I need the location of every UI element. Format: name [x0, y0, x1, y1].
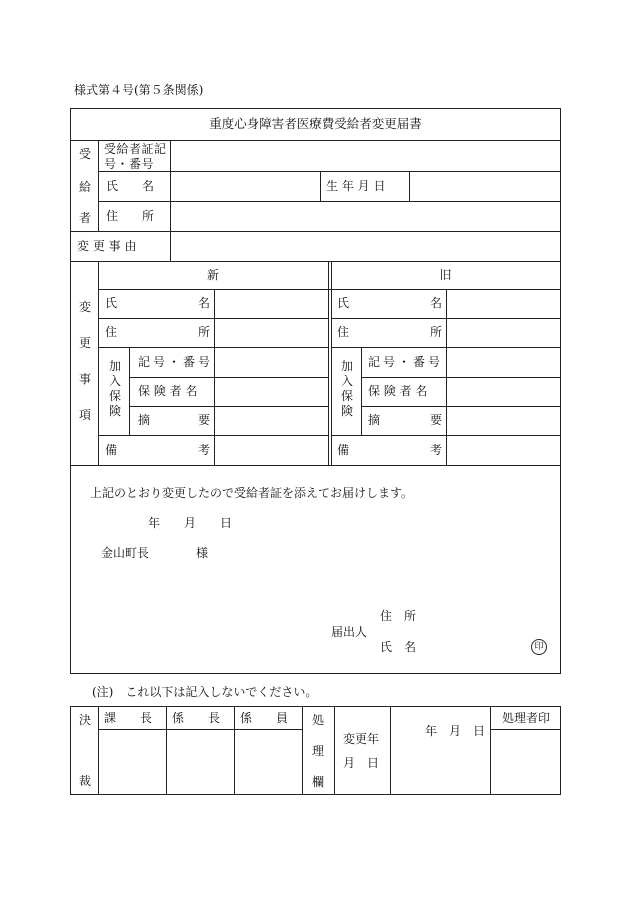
applicant-name-label: 氏 名	[380, 640, 417, 654]
cert-number-label-line1: 受給者証記	[104, 142, 167, 156]
decision-char-2: 裁	[79, 774, 92, 788]
new-remarks-label-1: 備	[105, 443, 118, 457]
new-address-field[interactable]	[215, 319, 328, 347]
recipient-address-label: 住 所	[106, 209, 155, 223]
applicant-address-label: 住 所	[380, 609, 417, 623]
old-remarks-field[interactable]	[447, 436, 560, 465]
old-name-field[interactable]	[447, 290, 560, 318]
processing-date-label: 年 月 日	[425, 724, 486, 738]
addressee-honorific: 様	[196, 546, 209, 560]
change-section-char-4: 項	[79, 408, 92, 422]
new-insurer-name-label: 保 険 者 名	[138, 384, 198, 398]
old-address-label-1: 住	[337, 325, 350, 339]
subsection-chief-stamp-box[interactable]	[167, 730, 234, 794]
new-remarks-field[interactable]	[215, 436, 328, 465]
recipient-name-field[interactable]	[171, 172, 320, 201]
decision-char-1: 決	[79, 713, 92, 727]
new-name-label-1: 氏	[105, 296, 118, 310]
old-summary-label-2: 要	[430, 413, 443, 427]
change-date-label-line1: 変更年	[343, 732, 380, 746]
new-name-field[interactable]	[215, 290, 328, 318]
new-summary-label-1: 摘	[138, 413, 151, 427]
seal-icon: 印	[531, 639, 547, 655]
recipient-address-field[interactable]	[171, 202, 560, 231]
new-name-label-2: 名	[198, 296, 211, 310]
recipient-section-char-2: 給	[79, 180, 92, 194]
old-remarks-label-2: 考	[430, 443, 443, 457]
new-remarks-label-2: 考	[198, 443, 211, 457]
recipient-name-label: 氏 名	[106, 179, 155, 193]
old-summary-field[interactable]	[447, 407, 560, 435]
recipient-section-char-1: 受	[79, 147, 92, 161]
birthdate-label: 生 年 月 日	[326, 179, 386, 193]
applicant-label: 届出人	[331, 625, 368, 639]
old-address-field[interactable]	[447, 319, 560, 347]
office-use-note: (注) これ以下は記入しないでください。	[92, 685, 318, 699]
new-summary-field[interactable]	[215, 407, 328, 435]
old-symbol-number-field[interactable]	[447, 348, 560, 377]
new-address-label-1: 住	[105, 325, 118, 339]
staff-stamp-box[interactable]	[235, 730, 302, 794]
new-symbol-number-label: 記号・番号	[138, 355, 214, 369]
change-reason-field[interactable]	[171, 232, 560, 261]
new-column-header: 新	[206, 268, 219, 282]
declaration-date: 年 月 日	[148, 516, 233, 530]
change-section-char-2: 更	[79, 336, 92, 350]
old-name-label-2: 名	[430, 296, 443, 310]
subsection-chief-label: 係 長	[172, 711, 221, 725]
change-section-char-1: 変	[79, 300, 92, 314]
form-title: 重度心身障害者医療費受給者変更届書	[209, 116, 422, 131]
new-address-label-2: 所	[198, 325, 211, 339]
new-summary-label-2: 要	[198, 413, 211, 427]
new-symbol-number-field[interactable]	[215, 348, 328, 377]
old-name-label-1: 氏	[337, 296, 350, 310]
old-address-label-2: 所	[430, 325, 443, 339]
change-reason-label: 変 更 事 由	[77, 239, 137, 253]
old-remarks-label-1: 備	[337, 443, 350, 457]
form-number: 様式第４号(第５条関係)	[74, 83, 204, 97]
birthdate-field[interactable]	[410, 172, 560, 201]
section-chief-stamp-box[interactable]	[99, 730, 166, 794]
staff-label: 係 員	[240, 711, 289, 725]
change-section-char-3: 事	[79, 372, 92, 386]
addressee-name: 金山町長	[101, 546, 150, 560]
old-insurer-name-label: 保 険 者 名	[368, 384, 428, 398]
change-date-label-line2: 月 日	[343, 756, 380, 770]
old-summary-label-1: 摘	[368, 413, 381, 427]
section-chief-label: 課 長	[104, 711, 153, 725]
cert-number-field[interactable]	[171, 141, 560, 171]
old-column-header: 旧	[439, 268, 452, 282]
processor-seal-box[interactable]	[491, 730, 560, 794]
old-insurer-name-field[interactable]	[447, 378, 560, 406]
old-symbol-number-label: 記号・番号	[368, 355, 444, 369]
new-insurer-name-field[interactable]	[215, 378, 328, 406]
declaration-statement: 上記のとおり変更したので受給者証を添えてお届けします。	[90, 486, 414, 500]
cert-number-label-line2: 号・番号	[104, 157, 155, 171]
recipient-section-char-3: 者	[79, 211, 92, 225]
processor-seal-label: 処理者印	[502, 711, 551, 725]
